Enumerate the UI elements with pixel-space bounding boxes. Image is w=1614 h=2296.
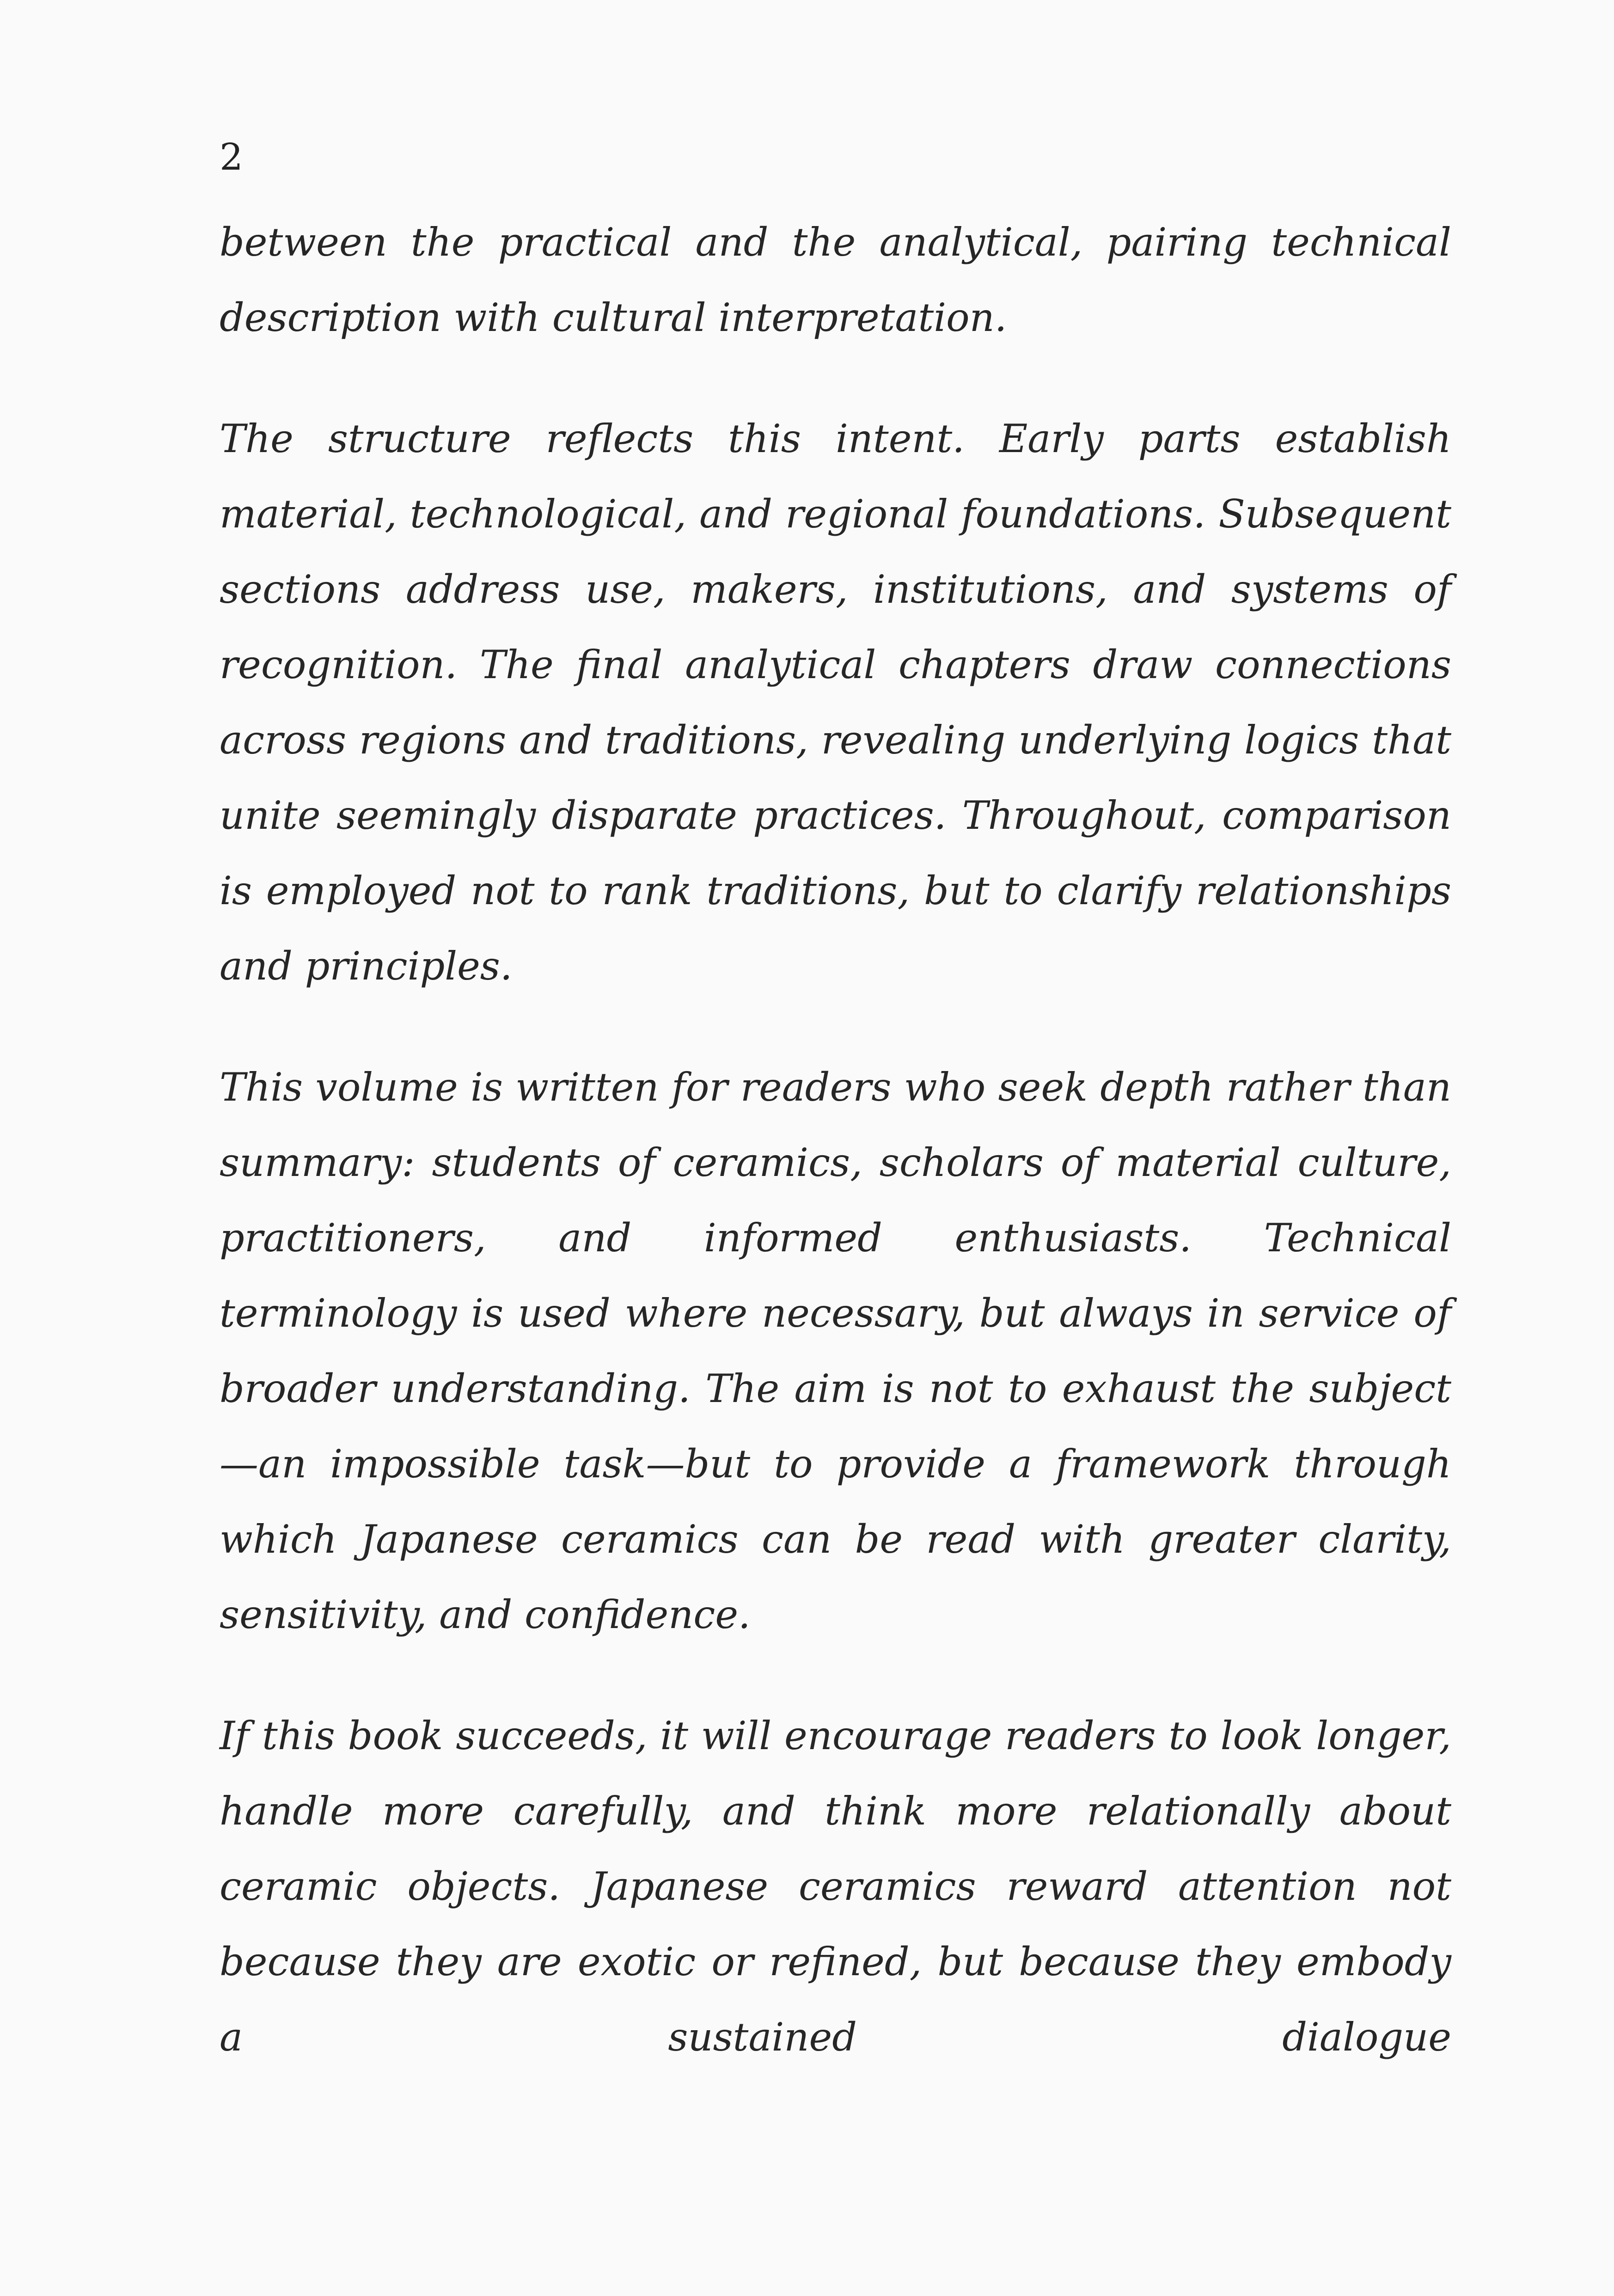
paragraph-4: If this book succeeds, it will encourage readers to look longer, handle more carefully, and think more relationally about ceramic objects. Japanese ceramics reward attention not because they are exotic or refined, but because they embody a sustained dialogue [220, 1713, 1451, 2060]
paragraph-2: The structure reflects this intent. Early parts establish material, technological, and regional foundations. Subsequent sections address use, makers, institutions, and systems of recognition. The final analytical chapters draw connections across regions and traditions, revealing underlying logics that unite seemingly disparate practices. Throughout, comparison is employed not to rank traditions, but to clarify relationships and principles. [220, 416, 1451, 989]
paragraph-1: between the practical and the analytical, pairing technical description with cultural interpretation. [220, 220, 1451, 340]
page-number: 2 [220, 135, 243, 178]
body-text [220, 205, 1451, 2075]
paragraph-3: This volume is written for readers who seek depth rather than summary: students of ceramics, scholars of material culture, practitioners, and informed enthusiasts. Technical terminology is used where necessary, but always in service of broader understanding. The aim is not to exhaust the subject—an impossible task—but to provide a framework through which Japanese ceramics can be read with greater clarity, sensitivity, and confidence. [220, 1065, 1451, 1637]
